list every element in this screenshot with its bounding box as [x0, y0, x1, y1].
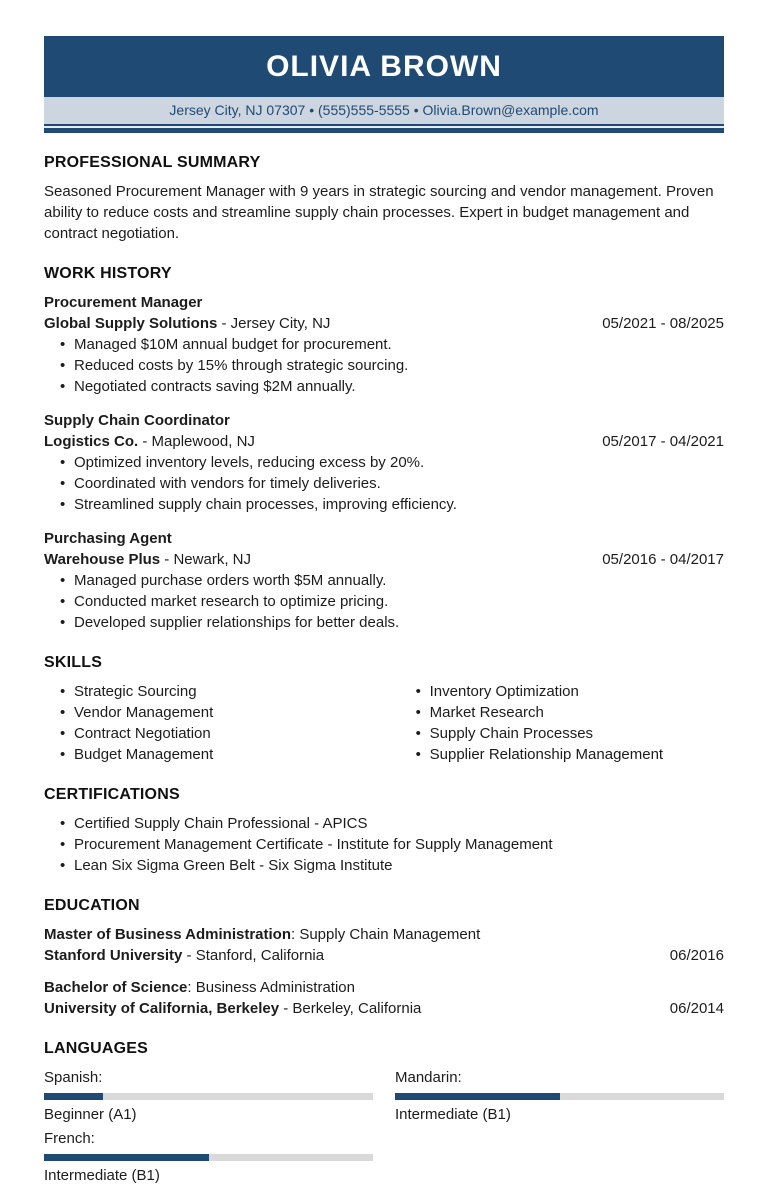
job-dates: 05/2021 - 08/2025: [602, 315, 724, 332]
language-level: Intermediate (B1): [395, 1106, 511, 1123]
skills-columns: [44, 681, 724, 765]
job-entry: [44, 410, 724, 515]
school-city: - Stanford, California: [182, 947, 325, 964]
language-item: [395, 1067, 724, 1125]
degree-line: [44, 977, 724, 998]
skill-item: • Budget Management: [60, 744, 400, 765]
language-name: Spanish:: [44, 1069, 103, 1086]
section-languages: [44, 1040, 724, 1188]
job-bullet-list: [44, 570, 724, 633]
skills-column-left: [44, 681, 400, 765]
degree-field: : Business Administration: [187, 979, 355, 996]
language-progress-fill: [44, 1093, 103, 1100]
job-bullet: • Conducted market research to optimize pricing.: [60, 591, 724, 612]
company-location: [44, 313, 330, 334]
skill-item: • Strategic Sourcing: [60, 681, 400, 702]
degree-field: : Supply Chain Management: [291, 926, 481, 943]
school-line: [44, 998, 724, 1019]
language-progress-track: [44, 1154, 373, 1161]
school-name: University of California, Berkeley: [44, 1000, 280, 1017]
graduation-date: 06/2016: [669, 947, 724, 964]
school-location: [44, 998, 421, 1019]
education-heading: EDUCATION: [44, 897, 140, 914]
company-row: [44, 549, 724, 570]
job-title: Procurement Manager: [44, 294, 203, 311]
company-name: Logistics Co.: [44, 433, 139, 450]
job-bullet: • Optimized inventory levels, reducing excess by 20%.: [60, 452, 724, 473]
language-name: Mandarin:: [395, 1069, 462, 1086]
company-location: [44, 549, 251, 570]
job-bullet-list: [44, 452, 724, 515]
section-work-history: [44, 265, 724, 633]
school-name: Stanford University: [44, 947, 183, 964]
certification-item: • Procurement Management Certificate - Institute for Supply Management: [60, 834, 724, 855]
job-bullet: • Streamlined supply chain processes, improving efficiency.: [60, 494, 724, 515]
degree-line: [44, 924, 724, 945]
job-bullet: • Coordinated with vendors for timely deliveries.: [60, 473, 724, 494]
section-education: [44, 897, 724, 1019]
language-item: [44, 1128, 373, 1186]
languages-heading: LANGUAGES: [44, 1040, 149, 1057]
skills-column-right: [400, 681, 724, 765]
certification-item: • Lean Six Sigma Green Belt - Six Sigma Institute: [60, 855, 724, 876]
school-location: [44, 945, 324, 966]
school-city: - Berkeley, California: [279, 1000, 422, 1017]
work-history-heading: WORK HISTORY: [44, 265, 172, 282]
skill-item: • Inventory Optimization: [416, 681, 724, 702]
certification-item: • Certified Supply Chain Professional - APICS: [60, 813, 724, 834]
language-progress-track: [395, 1093, 724, 1100]
skill-item: • Supply Chain Processes: [416, 723, 724, 744]
language-progress-track: [44, 1093, 373, 1100]
candidate-name: OLIVIA BROWN: [266, 49, 502, 83]
company-name: Warehouse Plus: [44, 551, 161, 568]
education-entry: [44, 924, 724, 966]
languages-grid: [44, 1067, 724, 1188]
skill-item: • Supplier Relationship Management: [416, 744, 724, 765]
skill-item: • Contract Negotiation: [60, 723, 400, 744]
summary-text: Seasoned Procurement Manager with 9 years in strategic sourcing and vendor management. Proven ability to reduce costs and streamline supply chain processes. Expert in budget management and contract negotiation.: [44, 183, 714, 242]
job-bullet: • Developed supplier relationships for better deals.: [60, 612, 724, 633]
degree-name: Bachelor of Science: [44, 979, 188, 996]
skills-list-left: [44, 681, 400, 765]
skills-list-right: [400, 681, 724, 765]
company-location: [44, 431, 255, 452]
company-name: Global Supply Solutions: [44, 315, 218, 332]
header-rule: [44, 128, 724, 133]
name-banner: [44, 36, 724, 97]
section-skills: [44, 654, 724, 765]
job-bullet-list: [44, 334, 724, 397]
job-title: Supply Chain Coordinator: [44, 412, 230, 429]
company-row: [44, 313, 724, 334]
degree-name: Master of Business Administration: [44, 926, 291, 943]
summary-heading: PROFESSIONAL SUMMARY: [44, 154, 261, 171]
language-level: Intermediate (B1): [44, 1167, 160, 1184]
language-progress-fill: [44, 1154, 209, 1161]
job-dates: 05/2016 - 04/2017: [602, 551, 724, 568]
section-certifications: [44, 786, 724, 876]
language-progress-fill: [395, 1093, 560, 1100]
certifications-list: [44, 813, 724, 876]
graduation-date: 06/2014: [669, 1000, 724, 1017]
job-title: Purchasing Agent: [44, 530, 172, 547]
company-row: [44, 431, 724, 452]
contact-bar: [44, 97, 724, 126]
company-city: - Maplewood, NJ: [138, 433, 255, 450]
certifications-heading: CERTIFICATIONS: [44, 786, 180, 803]
company-city: - Jersey City, NJ: [217, 315, 331, 332]
skill-item: • Market Research: [416, 702, 724, 723]
job-bullet: • Negotiated contracts saving $2M annually.: [60, 376, 724, 397]
job-dates: 05/2017 - 04/2021: [602, 433, 724, 450]
job-bullet: • Managed purchase orders worth $5M annually.: [60, 570, 724, 591]
skills-heading: SKILLS: [44, 654, 103, 671]
education-entry: [44, 977, 724, 1019]
section-summary: [44, 154, 724, 244]
school-line: [44, 945, 724, 966]
contact-info: Jersey City, NJ 07307 • (555)555-5555 • Olivia.Brown@example.com: [169, 102, 599, 118]
resume-header: [44, 36, 724, 133]
language-level: Beginner (A1): [44, 1106, 137, 1123]
job-bullet: • Managed $10M annual budget for procurement.: [60, 334, 724, 355]
skill-item: • Vendor Management: [60, 702, 400, 723]
language-item: [44, 1067, 373, 1125]
company-city: - Newark, NJ: [160, 551, 251, 568]
job-bullet: • Reduced costs by 15% through strategic sourcing.: [60, 355, 724, 376]
job-entry: [44, 528, 724, 633]
language-name: French:: [44, 1130, 95, 1147]
job-entry: [44, 292, 724, 397]
